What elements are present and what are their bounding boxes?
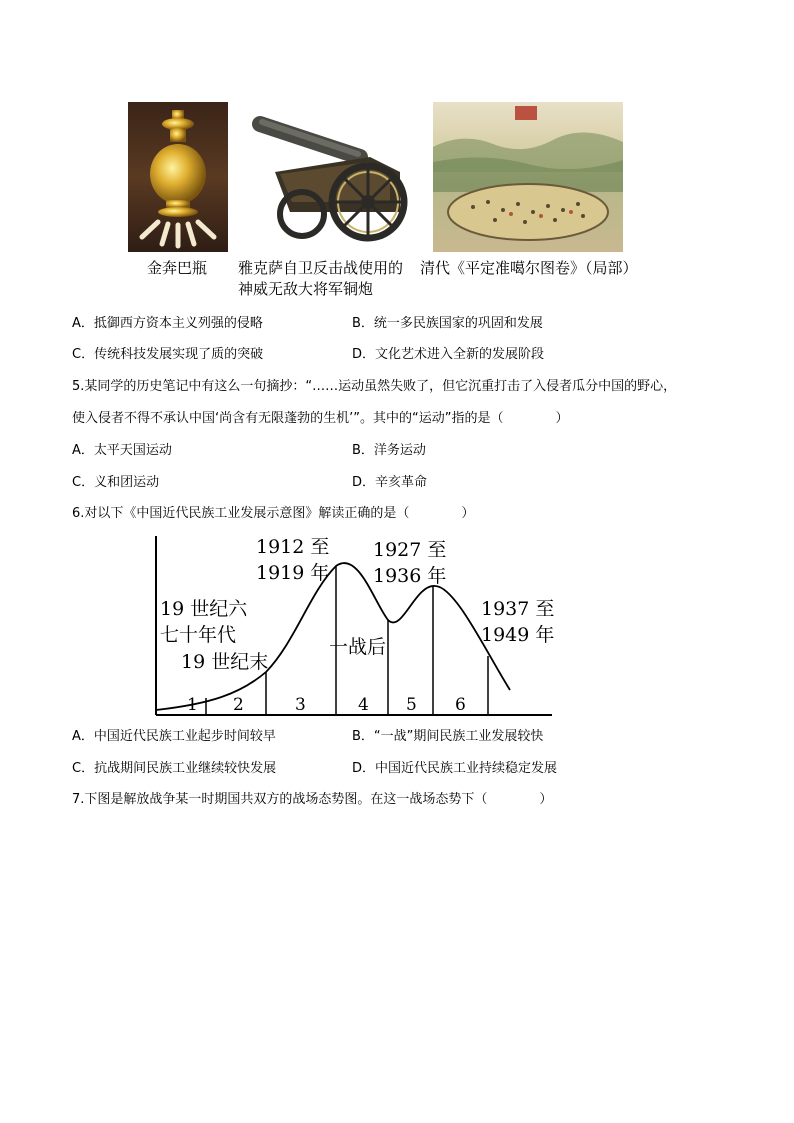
- annotation-seg6-line1: 1937 至: [481, 598, 555, 620]
- caption-golden-urn: 金奔巴瓶: [147, 259, 208, 277]
- q4-option-c[interactable]: C．传统科技发展实现了质的突破: [72, 347, 264, 362]
- segment-label-4: 4: [358, 695, 369, 715]
- caption-painting: 清代《平定准噶尔图卷》（局部）: [420, 259, 638, 277]
- q4-option-a[interactable]: A．抵御西方资本主义列强的侵略: [72, 316, 263, 331]
- segment-label-3: 3: [295, 695, 306, 715]
- q6-option-d[interactable]: D．中国近代民族工业持续稳定发展: [352, 761, 558, 776]
- annotation-seg2: 19 世纪末: [181, 651, 269, 673]
- q4-option-b[interactable]: B．统一多民族国家的巩固和发展: [352, 316, 543, 331]
- segment-label-2: 2: [233, 695, 244, 715]
- q6-option-b[interactable]: B．“一战”期间民族工业发展较快: [352, 729, 544, 744]
- q5-stem-line1: 5.某同学的历史笔记中有这么一句摘抄：“……运动虽然失败了，但它沉重打击了入侵者瓜分中国的野心，: [72, 379, 677, 394]
- cannon-photo: [250, 102, 410, 252]
- q6-option-c[interactable]: C．抗战期间民族工业继续较快发展: [72, 761, 277, 776]
- segment-label-1: 1: [187, 695, 198, 715]
- painting-photo: [433, 102, 623, 252]
- caption-cannon-line2: 神威无敌大将军铜炮: [238, 280, 374, 298]
- q5-option-a[interactable]: A．太平天国运动: [72, 443, 172, 458]
- annotation-seg4: 一战后: [329, 636, 387, 658]
- annotation-seg3-line2: 1919 年: [256, 562, 330, 584]
- annotation-seg1-line1: 19 世纪六: [160, 598, 248, 620]
- annotation-seg3-line1: 1912 至: [256, 536, 330, 558]
- q6-stem: 6.对以下《中国近代民族工业发展示意图》解读正确的是（ ）: [72, 506, 475, 521]
- annotation-seg1-line2: 七十年代: [160, 624, 237, 646]
- q5-stem-line2: 使入侵者不得不承认中国‘尚含有无限蓬勃的生机’”。其中的“运动”指的是（ ）: [72, 411, 569, 426]
- q5-option-b[interactable]: B．洋务运动: [352, 443, 426, 458]
- q7-stem: 7.下图是解放战争某一时期国共双方的战场态势图。在这一战场态势下（ ）: [72, 792, 553, 807]
- annotation-seg5-line1: 1927 至: [373, 539, 447, 561]
- q5-option-d[interactable]: D．辛亥革命: [352, 475, 428, 490]
- golden-urn-photo: [128, 102, 228, 252]
- q6-option-a[interactable]: A．中国近代民族工业起步时间较早: [72, 729, 276, 744]
- caption-cannon-line1: 雅克萨自卫反击战使用的: [238, 259, 404, 277]
- annotation-seg6-line2: 1949 年: [481, 624, 555, 646]
- segment-label-5: 5: [406, 695, 417, 715]
- segment-label-6: 6: [455, 695, 466, 715]
- q5-option-c[interactable]: C．义和团运动: [72, 475, 160, 490]
- q4-option-d[interactable]: D．文化艺术进入全新的发展阶段: [352, 347, 545, 362]
- annotation-seg5-line2: 1936 年: [373, 565, 447, 587]
